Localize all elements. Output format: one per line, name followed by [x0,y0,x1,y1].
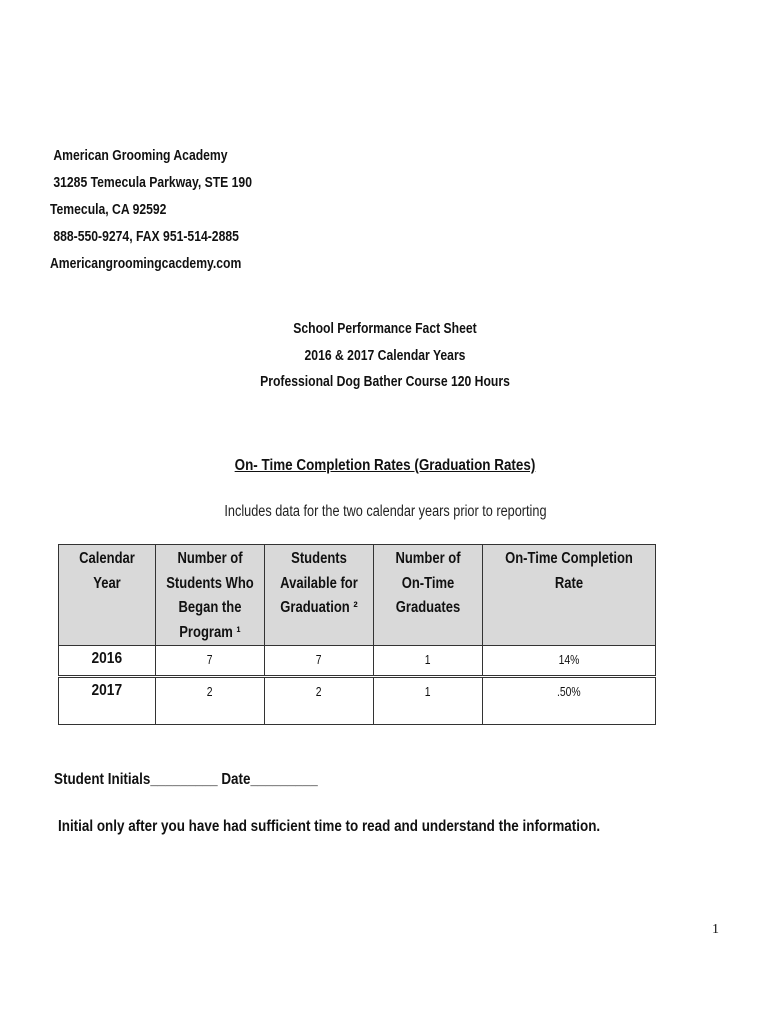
cell-graduates-text: 1 [425,652,431,667]
student-initials-date-line[interactable]: Student Initials_________ Date_________ [54,771,318,788]
section-title-text: On- Time Completion Rates (Graduation Rates) [234,457,536,474]
cell-rate-text: 14% [558,652,580,667]
title-line-1: School Performance Fact Sheet [293,321,477,337]
header-on-time-graduates-text: Number of On-Time Graduates [395,550,461,616]
cell-graduates [374,646,483,677]
cell-began [156,677,265,725]
header-students-began [156,545,265,646]
cell-began-text: 2 [207,684,213,699]
cell-began [156,646,265,677]
phone-fax: 888-550-9274, FAX 951-514-2885 [53,229,239,245]
address-line-1: 31285 Temecula Parkway, STE 190 [53,175,252,191]
section-title [0,457,770,475]
section-subtitle [0,503,770,521]
header-students-available-text: Students Available for Graduation ² [280,550,358,616]
header-students-began-text: Number of Students Who Began the Program ¹ [166,550,254,641]
cell-year [59,646,156,677]
header-students-available [265,545,374,646]
cell-graduates-text: 1 [425,684,431,699]
page-number: 1 [712,922,719,937]
table-row [59,677,656,725]
header-completion-rate [483,545,656,646]
table-header-row [59,545,656,646]
title-line-3: Professional Dog Bather Course 120 Hours [260,374,510,390]
cell-rate-text: .50% [557,684,581,699]
header-on-time-graduates [374,545,483,646]
initial-instruction: Initial only after you have had sufficient time to read and understand the information. [58,818,601,835]
cell-year-text: 2017 [91,682,123,699]
cell-rate [483,646,656,677]
table-row [59,646,656,677]
cell-rate [483,677,656,725]
cell-graduates [374,677,483,725]
cell-available-text: 7 [316,652,322,667]
document-titles [0,316,770,396]
website: Americangroomingcacdemy.com [50,256,242,272]
school-name: American Grooming Academy [53,148,228,164]
cell-available-text: 2 [316,684,322,699]
completion-rates-table [58,544,656,725]
header-calendar-year [59,545,156,646]
school-address-block [50,143,252,278]
section-subtitle-text: Includes data for the two calendar years prior to reporting [223,503,547,520]
cell-available [265,677,374,725]
header-completion-rate-text: On-Time Completion Rate [505,550,633,592]
cell-began-text: 7 [207,652,213,667]
header-calendar-year-text: Calendar Year [79,550,135,592]
cell-available [265,646,374,677]
cell-year-text: 2016 [91,650,123,667]
address-line-2: Temecula, CA 92592 [50,202,167,218]
cell-year [59,677,156,725]
title-line-2: 2016 & 2017 Calendar Years [304,347,466,364]
